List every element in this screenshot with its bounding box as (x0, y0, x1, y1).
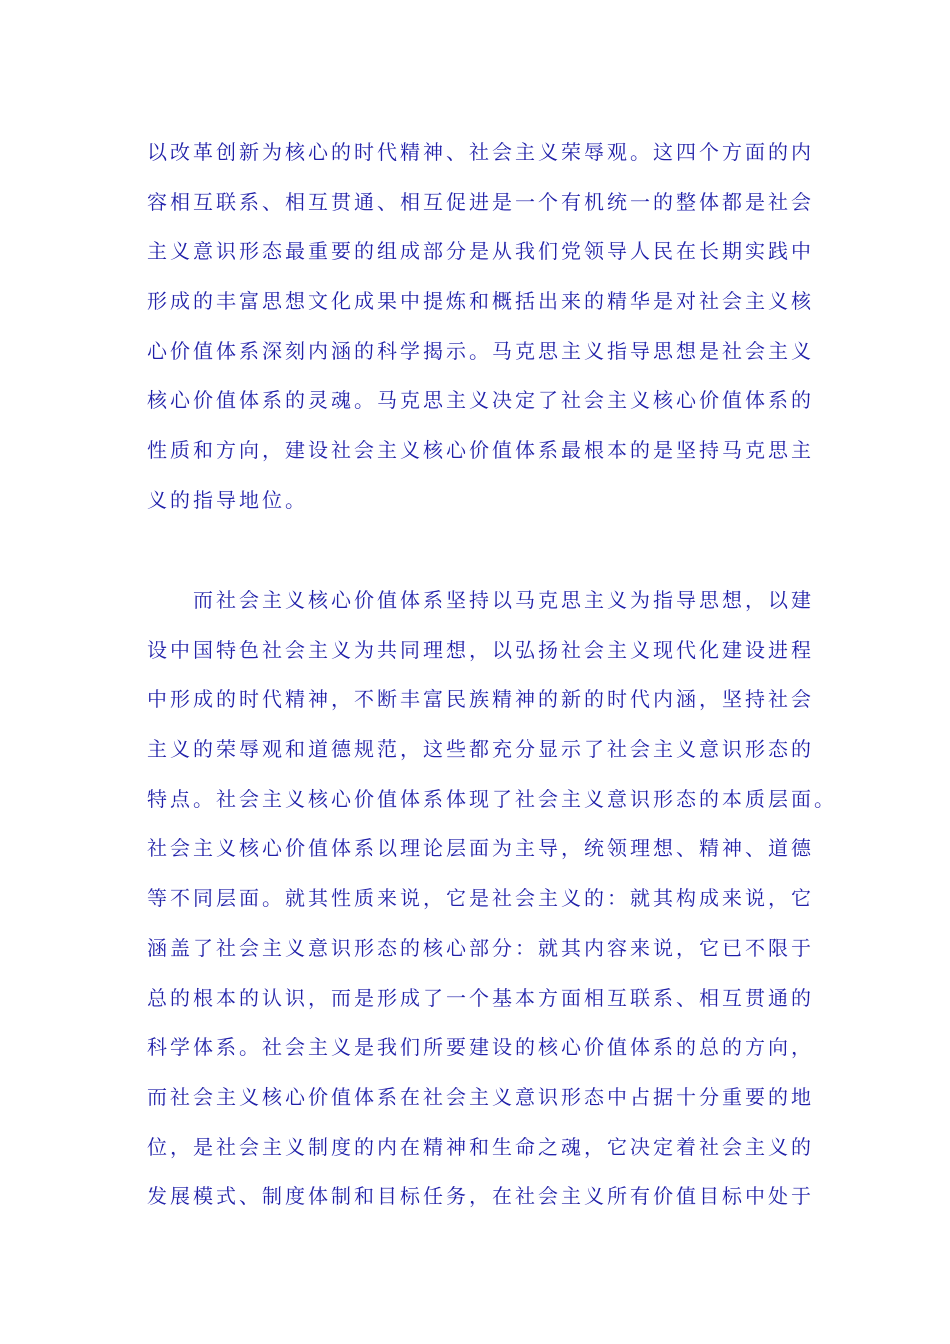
text-line: 容相互联系、相互贯通、相互促进是一个有机统一的整体都是社会 (147, 189, 814, 214)
text-line: 性质和方向，建设社会主义核心价值体系最根本的是坚持马克思主 (147, 438, 814, 463)
text-line: 科学体系。社会主义是我们所要建设的核心价值体系的总的方向， (147, 1035, 814, 1060)
text-line: 发展模式、制度体制和目标任务，在社会主义所有价值目标中处于 (147, 1184, 814, 1209)
text-line: 涵盖了社会主义意识形态的核心部分：就其内容来说，它已不限于 (147, 935, 814, 960)
text-line: 主义意识形态最重要的组成部分是从我们党领导人民在长期实践中 (147, 239, 814, 264)
text-line: 而社会主义核心价值体系在社会主义意识形态中占据十分重要的地 (147, 1084, 814, 1109)
paragraph-2 (147, 576, 837, 1222)
text-line: 主义的荣辱观和道德规范，这些都充分显示了社会主义意识形态的 (147, 737, 814, 762)
text-line: 心价值体系深刻内涵的科学揭示。马克思主义指导思想是社会主义 (147, 338, 814, 363)
text-line: 总的根本的认识，而是形成了一个基本方面相互联系、相互贯通的 (147, 985, 814, 1010)
text-line: 核心价值体系的灵魂。马克思主义决定了社会主义核心价值体系的 (147, 388, 814, 413)
text-line: 社会主义核心价值体系以理论层面为主导，统领理想、精神、道德 (147, 836, 814, 861)
text-line: 特点。社会主义核心价值体系体现了社会主义意识形态的本质层面。 (147, 786, 837, 811)
text-line: 而社会主义核心价值体系坚持以马克思主义为指导思想，以建 (147, 588, 814, 612)
text-line: 形成的丰富思想文化成果中提炼和概括出来的精华是对社会主义核 (147, 289, 814, 314)
text-line: 设中国特色社会主义为共同理想，以弘扬社会主义现代化建设进程 (147, 637, 814, 662)
text-line: 等不同层面。就其性质来说，它是社会主义的：就其构成来说，它 (147, 886, 814, 911)
paragraph-1 (147, 128, 812, 526)
text-line: 中形成的时代精神，不断丰富民族精神的新的时代内涵，坚持社会 (147, 687, 814, 712)
text-line: 义的指导地位。 (147, 487, 308, 512)
text-line: 位，是社会主义制度的内在精神和生命之魂，它决定着社会主义的 (147, 1134, 814, 1159)
text-line: 以改革创新为核心的时代精神、社会主义荣辱观。这四个方面的内 (147, 140, 814, 164)
